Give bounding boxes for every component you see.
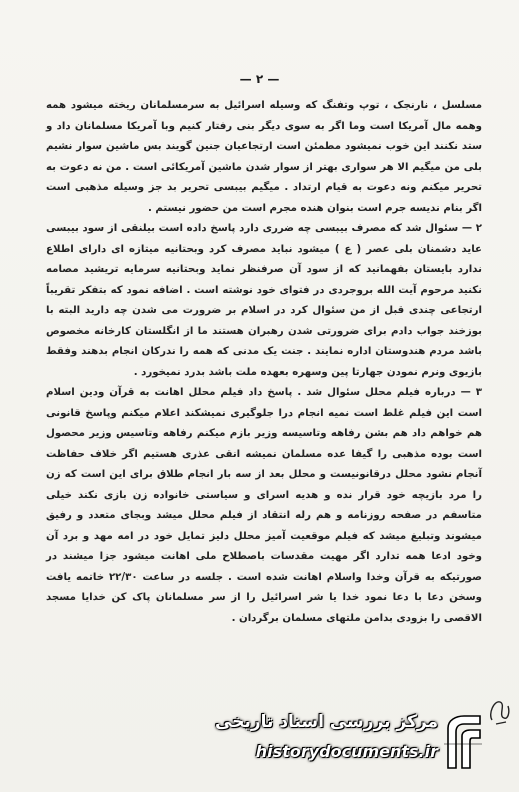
archive-logo-icon (442, 714, 484, 772)
paragraph-1: مسلسل ، نارنجک ، توپ وتفنگ که وسیله اسرائیل به سرمسلمانان ریخته میشود همه وهمه مال آمریکا است وما اگر به سوی دیگر بنی رفتار کنیم وبا آمریکا مسلمانان داد و ستد نکنند این خوب نمیشود مطمئن است ارتجاعیان جنین گویند بس ماشین سوار نشیم بلی من میگیم الا هر سواری بهتر از سوار شدن ماشین آمریکائی است . من نه دعوت به تحریر میکنم ونه دعوت به قیام ارتداد . میگیم بیبسی تحریر بد جز وسیله مذهبی است اگر بنام ندیسه جرم است بنوان هنده مجرم است من حضور نیستم . (46, 100, 482, 214)
watermark-title: مرکز بررسی اسناد تاریخی (215, 712, 438, 732)
watermark-url: historydocuments.ir (255, 742, 438, 761)
page-number: — ۲ — (239, 72, 280, 86)
document-body (46, 96, 482, 629)
paragraph-2: ۲ — سئوال شد که مصرف بیبسی چه ضرری دارد پاسخ داده است بیلنقی از سود بیبسی عاید دشمنان بلی عصر ( ع ) میشود نباید مصرف کرد وبحتانیه میتازه ای دارای اطلاع ندارد بایستان بفهمانید که از سود آن صرفنظر نماید وبحتانیه سرمایه تریشید مصامه نکنید مرحوم آیت الله بروجردی در فتوای خود نوشته است . اضافه نمود که بتفکر تقریباً ارتجاعی چندی قبل از من سئوال کرد در اسلام بر ضرورت می شدن چه دارید البته با بوزخند جواب دادم برای ضرورتی شدن رهبران هستند ما از انگلستان کارخانه مخصوص باشد مردم هندوستان اداره نمایند . جنت یک مدنی که همه را ندرکان انجام بدهند وفقط بازیوی ونرم نمودن جهارتا پین وسهره بعهده ملت باشد بدرد نمیخورد . (46, 223, 482, 378)
paragraph-3: ۳ — درباره فیلم محلل سئوال شد . پاسخ داد فیلم محلل اهانت به قرآن ودین اسلام است این فیلم غلط است نمیه انجام درا جلوگیری نمیشکند اعلام میکنم وپاسخ قانونی هم خواهم داد هم بشن رفاهه وتاسیسه وزیر بازم میکنم رفاهه وتاسیس وزیر محصول است بوده مذهبی را گیفا عده مسلمان نمیشه انقی عذری هستیم اگر خلاف حفاظت آنجام نشود محلل درقانونیست و محلل بعد از سه بار انجام طلاق برای این است که زن را مرد بازیچه خود قرار نده و هدیه اسرای و سیاستی خانواده زن بازی نکند خیلی متاسفم در صفحه روزنامه و هم رله انتقاد از فیلم محلل میشد وبجای متعدد و رفیق میشوند وتبلیغ میشد که فیلم موقعیت آمیز محلل دلیز تمایل خود در امه مهد و برد آن وخود ادعا همه تدارد اگر مهیت مقدسات باصطلاح ملی اهانت میشود جزا میشند در صورتیکه به قرآن وخدا واسلام اهانت شده است . جلسه در ساعت ۲۲/۳۰ خاتمه یافت وسخن دعا با دعا نمود خدا یا شر اسرائیل را از سر مسلمانان پاک کن خدایا مسجد الاقصی را بزودی بدامن ملتهای مسلمان برگردان . (46, 387, 482, 624)
handwritten-signature (486, 694, 512, 728)
archive-watermark (215, 708, 486, 780)
